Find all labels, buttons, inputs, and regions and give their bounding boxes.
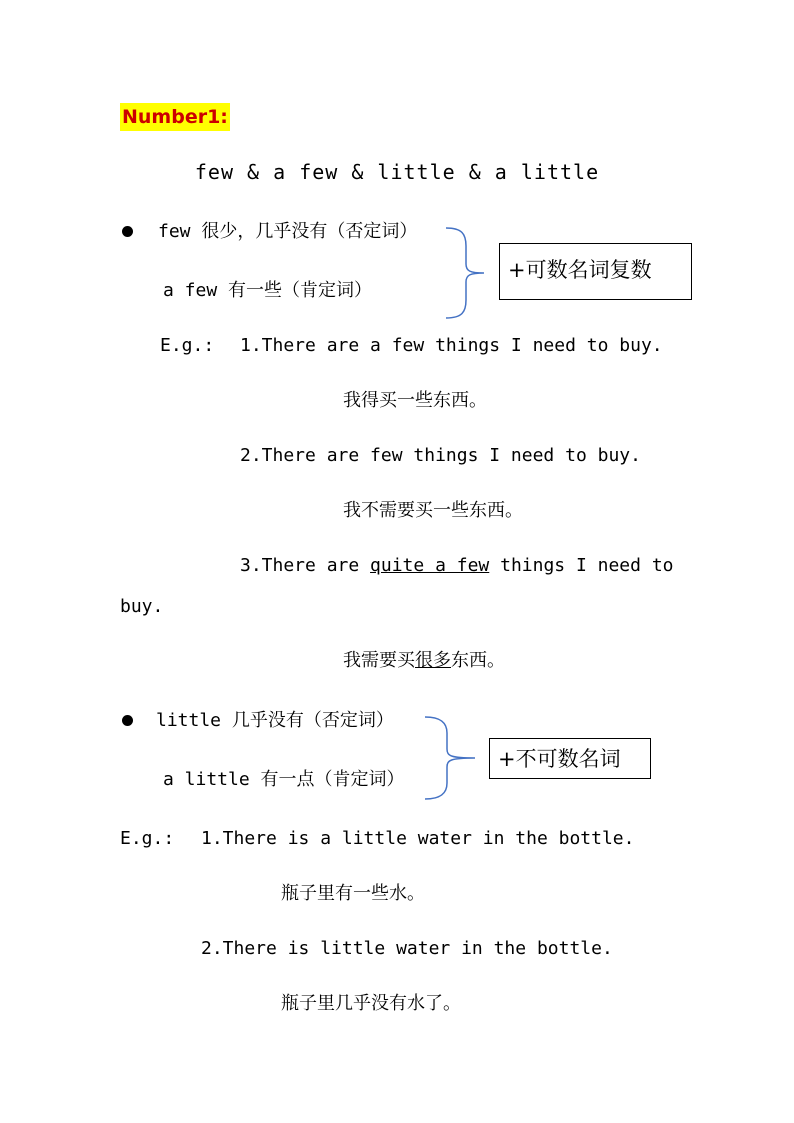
uncountable-box: +不可数名词 [489,738,651,779]
example-3-continuation: buy. [120,596,164,617]
example-2: 2.There are few things I need to buy. [240,445,641,466]
example-3-start: 3.There are [240,555,371,576]
example-3-end: things I need to [489,555,674,576]
example-1: 1.There is a little water in the bottle. [201,828,635,849]
example-2-translation: 我不需要买一些东西。 [343,500,523,521]
example-3-underlined: quite a few [370,555,490,576]
eg-label: E.g.: [160,335,215,356]
eg-label: E.g.: [120,828,175,849]
example-2: 2.There is little water in the bottle. [201,938,613,959]
example-3-cn-start: 我需要买 [343,650,415,671]
example-3-cn-underlined: 很多 [415,650,451,671]
right-brace-icon [444,226,494,320]
little-definition: little 几乎没有（否定词） [156,710,394,731]
section-heading: Number1: [120,103,230,131]
countable-plural-box: +可数名词复数 [499,243,692,300]
example-3 [240,554,674,578]
bullet-icon [122,226,133,237]
right-brace-icon [423,715,483,801]
few-definition: few 很少，几乎没有（否定词） [158,221,418,242]
example-3-cn-end: 东西。 [451,650,505,671]
a-few-definition: a few 有一些（肯定词） [163,280,373,301]
a-little-definition: a little 有一点（肯定词） [163,769,405,790]
example-1-translation: 我得买一些东西。 [343,390,487,411]
page-title: few & a few & little & a little [194,160,600,184]
example-1: 1.There are a few things I need to buy. [240,335,663,356]
example-1-translation: 瓶子里有一些水。 [281,883,425,904]
example-2-translation: 瓶子里几乎没有水了。 [281,993,461,1014]
example-3-translation [343,649,505,673]
bullet-icon [122,715,133,726]
